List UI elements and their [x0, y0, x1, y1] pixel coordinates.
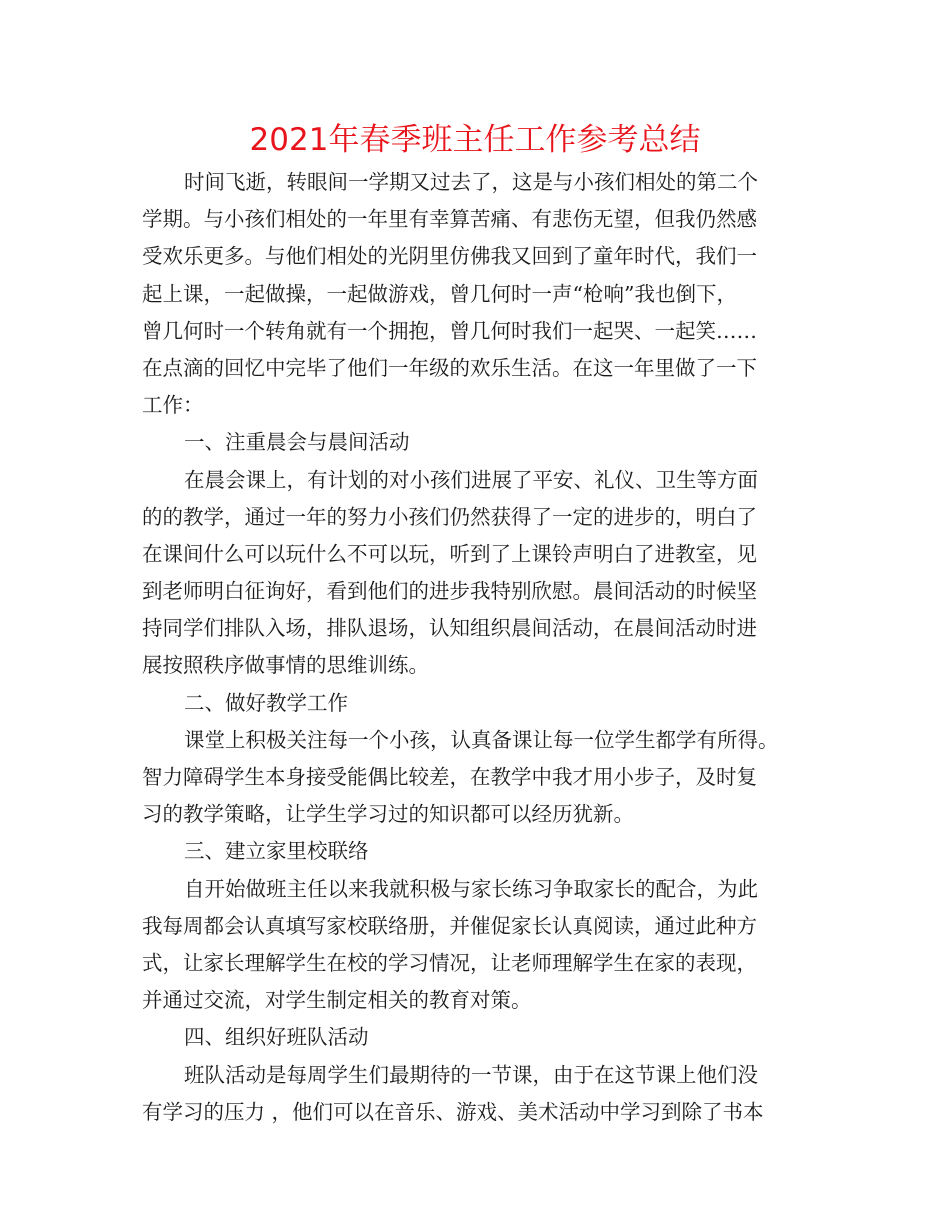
text-line: 持同学们排队入场，排队退场，认知组织晨间活动，在晨间活动时进: [142, 616, 757, 641]
text-line: 在点滴的回忆中完毕了他们一年级的欢乐生活。在这一年里做了一下: [142, 355, 757, 380]
text-line: 习的教学策略，让学生学习过的知识都可以经历犹新。: [142, 802, 634, 827]
text-line: 受欢乐更多。与他们相处的光阴里仿佛我又回到了童年时代，我们一: [142, 244, 757, 269]
text-line: 四、组织好班队活动: [184, 1025, 369, 1050]
text-line: 智力障碍学生本身接受能偶比较差，在教学中我才用小步子，及时复: [142, 765, 757, 789]
text-line: 在晨会课上，有计划的对小孩们进展了平安、礼仪、卫生等方面: [184, 467, 758, 492]
text-line: 式，让家长理解学生在校的学习情况，让老师理解学生在家的表现，: [142, 950, 757, 975]
text-line: 三、建立家里校联络: [184, 839, 369, 864]
text-line: 二、做好教学工作: [184, 690, 348, 715]
text-line: 到老师明白征询好，看到他们的进步我特别欣慰。晨间活动的时候坚: [142, 579, 757, 604]
text-line: 曾几何时一个转角就有一个拥抱，曾几何时我们一起哭、一起笑……: [142, 318, 757, 343]
text-line: 在课间什么可以玩什么不可以玩，听到了上课铃声明白了进教室，见: [142, 541, 757, 566]
document-title: 2021年春季班主任工作参考总结: [249, 122, 701, 158]
document-body: [142, 164, 822, 1131]
text-line: 班队活动是每周学生们最期待的一节课，由于在这节课上他们没: [184, 1062, 758, 1087]
text-line: 起上课，一起做操，一起做游戏，曾几何时一声“枪响”我也倒下，: [142, 281, 737, 306]
text-line: 有学习的压力 ，他们可以在音乐、游戏、美术活动中学习到除了书本: [142, 1099, 764, 1124]
text-line: 工作：: [142, 393, 204, 418]
text-line: 时间飞逝，转眼间一学期又过去了，这是与小孩们相处的第二个: [184, 170, 758, 194]
text-line: 课堂上积极关注每一个小孩，认真备课让每一位学生都学有所得。: [184, 727, 779, 752]
text-line: 展按照秩序做事情的思维训练。: [142, 653, 429, 678]
text-line: 自开始做班主任以来我就积极与家长练习争取家长的配合，为此: [184, 876, 758, 901]
text-line: 一、注重晨会与晨间活动: [184, 430, 410, 455]
text-line: 并通过交流，对学生制定相关的教育对策。: [142, 988, 532, 1013]
text-line: 学期。与小孩们相处的一年里有幸算苦痛、有悲伤无望，但我仍然感: [142, 207, 757, 232]
text-line: 我每周都会认真填写家校联络册，并催促家长认真阅读，通过此种方: [142, 913, 757, 938]
text-line: 的的教学，通过一年的努力小孩们仍然获得了一定的进步的，明白了: [142, 504, 757, 529]
